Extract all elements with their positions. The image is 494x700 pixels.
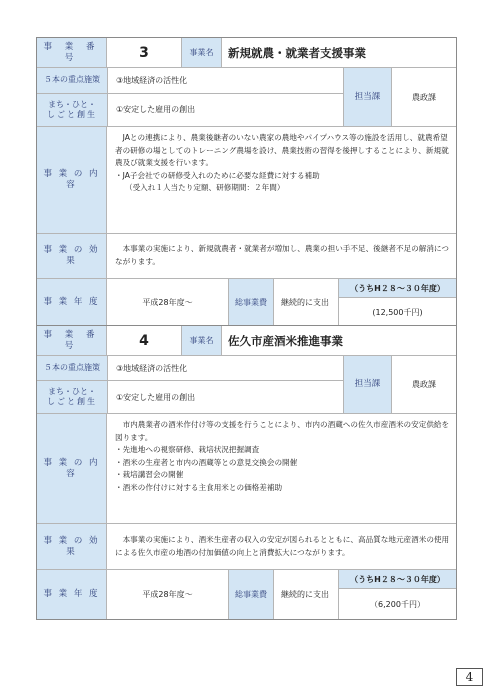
jigyouhi-label: 総事業費 — [229, 570, 274, 619]
content-row — [37, 127, 456, 234]
jigyouhi-label: 総事業費 — [229, 279, 274, 326]
tantou-label: 担当課 — [344, 68, 392, 126]
juten-value: ③地域経済の活性化 — [116, 363, 188, 373]
content-bullet-sub: （受入れ１人当たり定額、研修期間：２年間） — [125, 183, 285, 193]
juten-value: ③地域経済の活性化 — [116, 75, 188, 85]
effect-row — [37, 234, 456, 279]
policy-row — [37, 68, 456, 127]
kouka-label: 事 業 の 効 果 — [37, 234, 107, 278]
sousei-value: ①安定した雇用の創出 — [108, 380, 343, 413]
year-value: 平成28年度～ — [107, 570, 229, 619]
content-bullet: ・酒米の生産者と市内の酒蔵等との意見交換会の開催 — [115, 457, 298, 467]
tantou-value: 農政課 — [412, 380, 436, 389]
jigyo-bango-label: 事 業 番 号 — [37, 38, 107, 67]
sousei-label-line1: まち・ひと・ — [48, 99, 96, 109]
content-bullet: ・JA子会社での研修受入れのために必要な経費に対する補助 — [115, 170, 320, 180]
content-row — [37, 414, 456, 524]
page-number: 4 — [456, 668, 483, 686]
content-bullet: ・酒米の作付けに対する主食用米との価格差補助 — [115, 482, 283, 492]
amount-header: （うちH２８～３０年度） — [339, 279, 456, 298]
policy-row — [37, 356, 456, 414]
sousei-label-line2: しごと創生 — [47, 397, 97, 407]
content-bullet: ・栽培講習会の開催 — [115, 470, 184, 480]
effect-text-wrap — [107, 524, 456, 569]
policy-labels — [37, 68, 108, 126]
amount-box — [339, 279, 456, 326]
content-text — [107, 127, 456, 233]
effect-row — [37, 524, 456, 570]
effect-text: 本事業の実施により、酒米生産者の収入の安定が図られるとともに、高品質な地元産酒米の使用による佐久市産の地酒の付加価値の向上と消費拡大につながります。 — [115, 534, 450, 557]
policy-values — [108, 68, 456, 126]
tantou-label: 担当課 — [344, 356, 392, 413]
project-number: 3 — [107, 38, 182, 67]
jigyo-mei-label: 事業名 — [182, 326, 222, 355]
header-row — [37, 326, 456, 356]
cost-text: 継続的に支出 — [274, 279, 339, 326]
amount-box — [339, 570, 456, 619]
naiyou-label: 事 業 の 内 容 — [37, 414, 107, 523]
content-bullet: ・先進地への視察研修、栽培状況把握調査 — [115, 445, 260, 455]
amount-header: （うちH２８～３０年度） — [339, 570, 456, 589]
nendo-label: 事 業 年 度 — [37, 279, 107, 326]
sousei-label — [37, 94, 107, 126]
jigyo-bango-label: 事 業 番 号 — [37, 326, 107, 355]
policy-labels — [37, 356, 108, 413]
content-paragraph: 市内農業者の酒米作付け等の支援を行うことにより、市内の酒蔵への佐久市産酒米の安定供給を図ります。 — [115, 420, 450, 442]
amount-value: （6,200千円） — [370, 599, 425, 609]
content-paragraph: JAとの連携により、農業後継者のいない農家の農地やパイプハウス等の施設を活用し、就農希望者の研修の場としてのトレーニング農場を設け、農業技術の習得を後押しすることにより、新規就農及び就業支援を行います。 — [115, 133, 449, 168]
effect-text: 本事業の実施により、新規就農者・就業者が増加し、農業の担い手不足、後継者不足の解消につながります。 — [115, 244, 449, 266]
jigyo-mei-label: 事業名 — [182, 38, 222, 67]
tantou-value: 農政課 — [412, 92, 436, 102]
amount-value: (12,500千円) — [372, 307, 423, 317]
sousei-label-line2: しごと創生 — [47, 109, 97, 119]
policy-values — [108, 356, 456, 413]
header-row — [37, 38, 456, 68]
sousei-value: ①安定した雇用の創出 — [108, 93, 343, 126]
juten-label: ５本の重点施策 — [37, 356, 107, 381]
policy-values-left — [108, 356, 344, 413]
juten-label: ５本の重点施策 — [37, 68, 107, 94]
project-title: 佐久市産酒米推進事業 — [228, 333, 343, 348]
project-card-4 — [36, 325, 457, 620]
project-title: 新規就農・就業者支援事業 — [228, 45, 366, 60]
effect-text-wrap — [107, 234, 456, 278]
naiyou-label: 事 業 の 内 容 — [37, 127, 107, 233]
nendo-label: 事 業 年 度 — [37, 570, 107, 619]
content-text — [107, 414, 456, 523]
year-row — [37, 279, 456, 326]
sousei-label-line1: まち・ひと・ — [48, 387, 96, 397]
year-value: 平成28年度～ — [107, 279, 229, 326]
sousei-label — [37, 381, 107, 413]
policy-values-left — [108, 68, 344, 126]
cost-text: 継続的に支出 — [274, 570, 339, 619]
project-card-3 — [36, 37, 457, 327]
project-number: 4 — [107, 326, 182, 355]
kouka-label: 事 業 の 効 果 — [37, 524, 107, 569]
year-row — [37, 570, 456, 619]
